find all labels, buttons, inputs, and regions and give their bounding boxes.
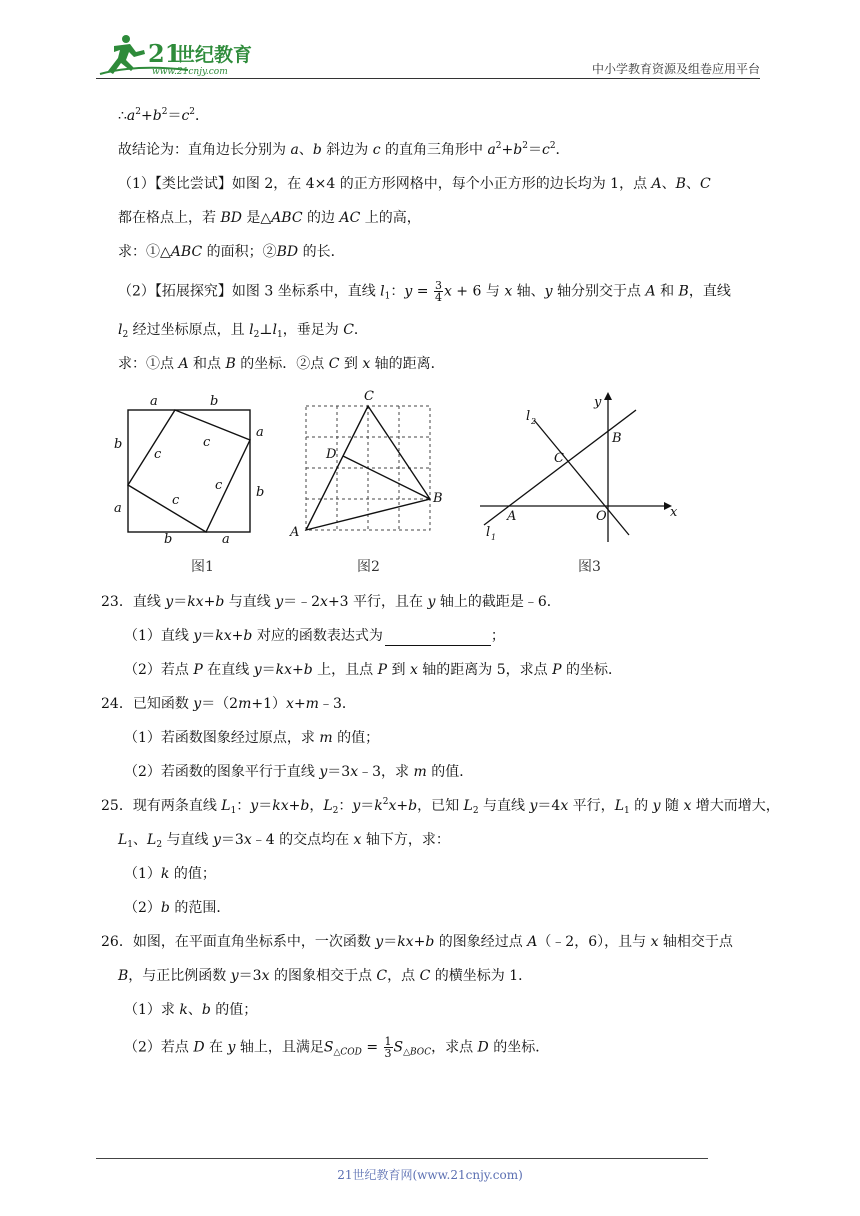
fraction-3-4: $\frac{3}{4}$	[434, 279, 442, 304]
svg-text:a: a	[256, 425, 264, 440]
summary-line: 故结论为：直角边长分别为 a、b 斜边为 c 的直角三角形中 $a^2+b^2=c^2$．	[118, 141, 570, 158]
conclusion-line: $\therefore a^2+b^2=c^2$．	[118, 107, 210, 124]
logo-url: www.21cnjy.com	[152, 67, 228, 77]
q1-line2: 都在格点上，若 BD 是△ABC 的边 AC 上的高，	[118, 210, 421, 226]
svg-text:C: C	[554, 451, 564, 466]
q26-stem2: B，与正比例函数 y＝3x 的图象相交于点 C，点 C 的横坐标为 1．	[118, 968, 533, 984]
svg-text:c: c	[203, 435, 211, 450]
figure-1	[110, 388, 270, 548]
svg-text:O: O	[596, 509, 607, 524]
q2-line2: $l_2$ 经过坐标原点，且 $l_2\perp l_1$，垂足为 C．	[118, 322, 368, 340]
figure-2	[286, 384, 456, 544]
q24-part1: （1）若函数图象经过原点，求 m 的值；	[124, 730, 380, 746]
svg-text:x: x	[670, 505, 678, 520]
answer-blank[interactable]	[385, 631, 491, 646]
logo-main-text: 世纪教育	[176, 44, 253, 66]
svg-text:l: l	[486, 525, 491, 540]
q26-part2: （2）若点 D 在 y 轴上，且满足$S_{\triangle COD}$ = $\frac{1}{3}$ $S_{\triangle BOC}$，求点 D 的坐标．	[124, 1035, 550, 1060]
svg-text:B: B	[433, 491, 443, 506]
q23-stem: 23．直线 y＝kx+b 与直线 y＝﹣2x+3 平行，且在 y 轴上的截距是﹣6．	[101, 594, 561, 610]
svg-text:A: A	[507, 509, 517, 524]
header-divider	[96, 78, 760, 79]
page-header	[96, 30, 760, 80]
q25-stem: 25．现有两条直线 $L_1$：y＝kx+b，$L_2$：$y=k^2x+b$，已知 $L_2$ 与直线 y＝4x 平行，$L_1$ 的 y 随 x 增大而增大，	[101, 797, 780, 816]
svg-text:b: b	[256, 485, 265, 500]
site-logo	[96, 30, 296, 80]
fraction-1-3: $\frac{1}{3}$	[384, 1035, 392, 1060]
q2-line1: （2）【拓展探究】如图 3 坐标系中，直线 $l_1$：y = $\frac{3}{4}$ x + 6 与 x 轴、y 轴分别交于点 A 和 B，直线	[118, 279, 731, 304]
platform-name: 中小学教育资源及组卷应用平台	[591, 62, 760, 76]
svg-text:b: b	[210, 394, 219, 409]
footer-text: 21世纪教育网(www.21cnjy.com)	[337, 1168, 523, 1182]
figure-1-caption: 图1	[191, 559, 214, 575]
svg-text:2: 2	[531, 417, 537, 426]
q2-ask: 求：①点 A 和点 B 的坐标．②点 C 到 x 轴的距离．	[118, 356, 445, 372]
svg-text:c: c	[154, 447, 162, 462]
svg-text:c: c	[172, 493, 180, 508]
svg-text:21: 21	[148, 39, 182, 68]
svg-text:y: y	[594, 395, 602, 410]
svg-text:l: l	[526, 409, 531, 424]
q1-line1: （1）【类比尝试】如图 2，在 4×4 的正方形网格中，每个小正方形的边长均为 1，点 A、B、C	[118, 176, 711, 192]
svg-text:a: a	[114, 501, 122, 516]
svg-text:A: A	[290, 525, 300, 540]
figure-2-caption: 图2	[357, 559, 380, 575]
svg-text:D: D	[326, 447, 337, 462]
q26-stem: 26．如图，在平面直角坐标系中，一次函数 y＝kx+b 的图象经过点 A（﹣2，6），且与 x 轴相交于点	[101, 934, 733, 950]
svg-text:c: c	[215, 478, 223, 493]
q23-part2: （2）若点 P 在直线 y＝kx+b 上，且点 P 到 x 轴的距离为 5，求点 P 的坐标．	[124, 662, 622, 678]
q25-part2: （2）b 的范围．	[124, 900, 231, 916]
q25-stem2: $L_1$、$L_2$ 与直线 y＝3x﹣4 的交点均在 x 轴下方，求：	[118, 832, 450, 850]
svg-text:a: a	[222, 532, 230, 547]
q26-part1: （1）求 k、b 的值；	[124, 1002, 258, 1018]
q25-part1: （1）k 的值；	[124, 866, 216, 882]
figure-3-caption: 图3	[578, 559, 601, 575]
q24-part2: （2）若函数的图象平行于直线 y＝3x﹣3，求 m 的值．	[124, 764, 474, 780]
footer-divider	[96, 1158, 708, 1159]
svg-text:C: C	[364, 389, 374, 404]
q23-part1: （1）直线 y＝kx+b 对应的函数表达式为 ；	[124, 628, 505, 644]
q1-ask: 求：①△ABC 的面积；②BD 的长．	[118, 244, 345, 260]
q24-stem: 24．已知函数 y＝（2m+1）x+m﹣3．	[101, 696, 356, 712]
svg-text:b: b	[164, 532, 173, 547]
svg-text:a: a	[150, 394, 158, 409]
svg-text:B: B	[612, 431, 622, 446]
figure-3	[474, 390, 684, 550]
svg-text:b: b	[114, 437, 123, 452]
svg-text:1: 1	[491, 533, 497, 542]
